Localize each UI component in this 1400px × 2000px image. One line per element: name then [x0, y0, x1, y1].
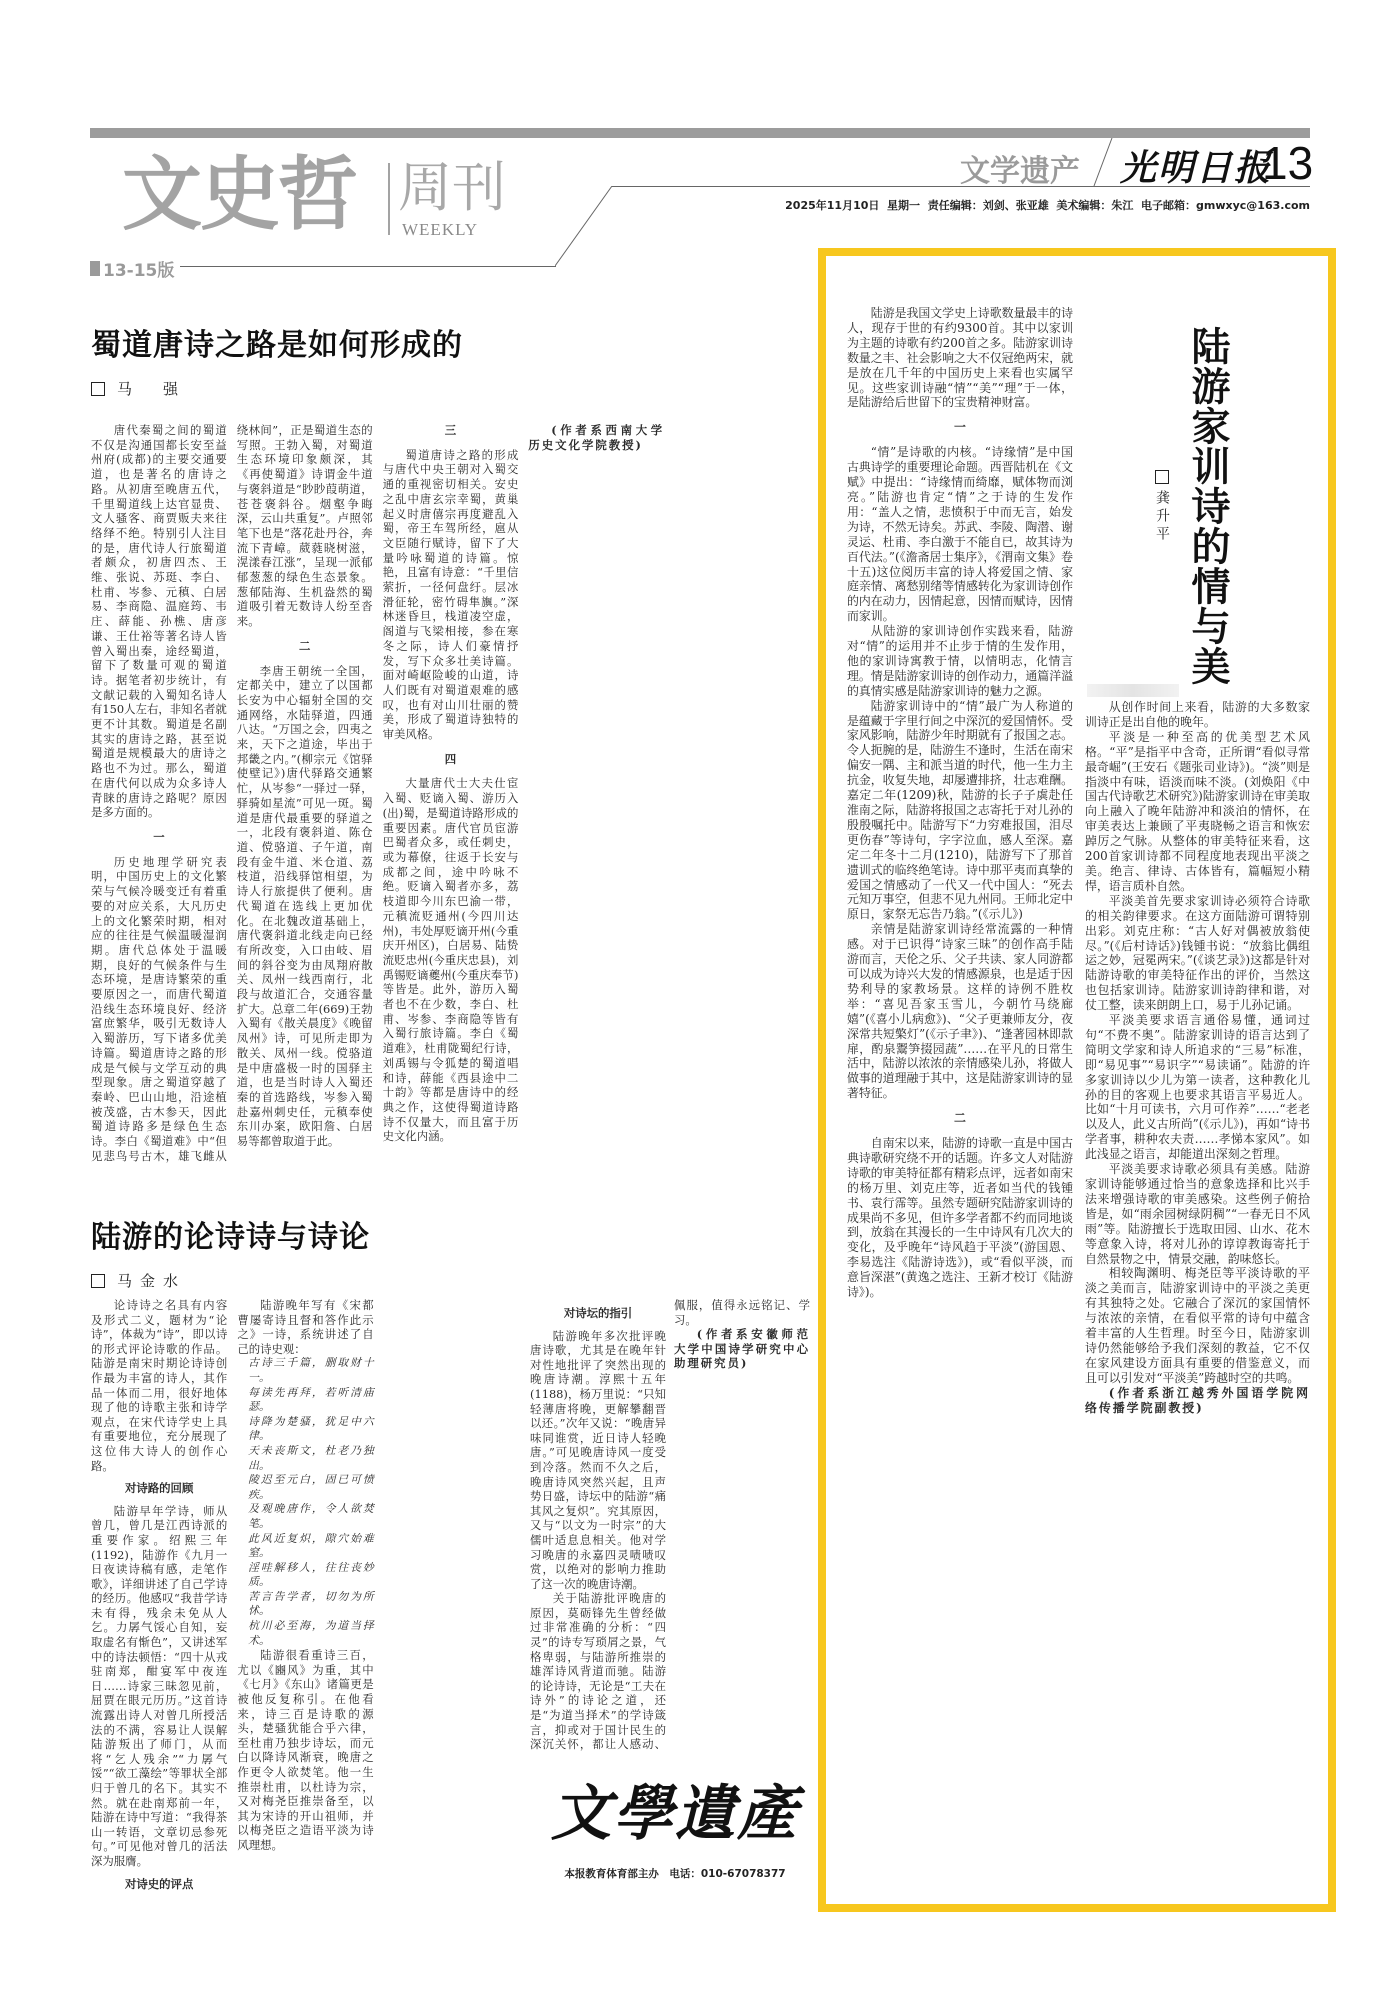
- paragraph: 从创作时间上来看，陆游的大多数家训诗正是出自他的晚年。: [1085, 700, 1310, 729]
- paragraph: 唐代秦蜀之间的蜀道不仅是沟通国都长安至益州府(成都)的主要交通要道，也是著名的唐诗之路。从初唐至晚唐五代，千里蜀道线上达官显贵、文人骚客、商贾贩夫来往络绎不绝。特别引人注目的是，唐代诗人行旅蜀道者颇众，初唐四杰、王维、张说、苏珽、李白、杜甫、岑参、元稹、白居易、李商隐、温庭筠、韦庄、薛能、孙樵、唐彦谦、王仕裕等著名诗人皆曾入蜀出秦，途经蜀道，留下了数量可观的蜀道诗。据笔者初步统计，有文献记载的入蜀知名诗人有150人左右，非知名者就更不计其数。蜀道是名副其实的唐诗之路，甚至说蜀道是规模最大的唐诗之路也不为过。那么，蜀道在唐代何以成为众多诗人青睐的唐诗之路呢？原因是多方面的。: [91, 423, 227, 820]
- slash-divider: [1092, 138, 1114, 188]
- section-logo-calligraphy: 文學遺產: [551, 1779, 799, 1849]
- paragraph: 亲情是陆游家训诗经常流露的一种情感。对于已识得“诗家三昧”的创作高手陆游而言，天伦之乐、父子共读、家人同游都可以成为诗兴大发的情感源泉，也是适于因势利导的家教场景。这样的诗例不胜枚举：“喜见吾家玉雪儿，今朝竹马绕廊嬉”(《喜小儿病愈》)、“父子更兼师友分，夜深常共短檠灯”(《示子聿》)、“逢著园林即款扉，酌泉鬻笋掇园蔬”……在平凡的日常生活中，陆游以浓浓的亲情感染儿孙，将做人做事的道理融于其中，这是陆游家训诗的显著特征。: [847, 922, 1073, 1101]
- poem-line: 天未丧斯文，杜老乃独出。: [248, 1443, 374, 1472]
- weekly-label-en: WEEKLY: [402, 220, 479, 239]
- paragraph: 陆游很看重诗三百，尤以《豳风》为重，其中《七月》《东山》诸篇更是被他反复称引。在他看来，诗三百是诗歌的源头，楚骚犹能合乎六律，至杜甫乃独步诗坛，而元白以降诗风渐衰，晚唐之作更令人欲焚笔。他一生推崇杜甫，以杜诗为宗，又对梅尧臣推崇备至，以其为宋诗的开山祖师，并以梅尧臣之造语平淡为诗风理想。: [237, 1648, 374, 1852]
- diagonal-rule: [555, 186, 615, 268]
- article-title: 蜀道唐诗之路是如何形成的: [91, 328, 463, 363]
- paragraph: 陆游晚年写有《宋都曹屡寄诗且督和答作此示之》一诗，系统讲述了自己的诗史观：: [237, 1298, 374, 1356]
- paragraph: 大量唐代士大夫仕宦入蜀、贬谪入蜀、游历入(出)蜀，是蜀道诗路形成的重要因素。唐代官员宦游巴蜀者众多，或任刺史，或为幕僚，往返于长安与成都之间，途中吟咏不绝。贬谪入蜀者亦多，荔枝道即今川东巴渝一带，元稹流贬通州(今四川达州)，韦处厚贬谪开州(今重庆开州区)，白居易、陆贽流贬忠州(今重庆忠县)，刘禹锡贬谪夔州(今重庆奉节)等皆是。此外，游历入蜀者也不在少数，李白、杜甫、岑参、李商隐等皆有入蜀行旅诗篇。李白《蜀道难》，杜甫陇蜀纪行诗，刘禹锡与令狐楚的蜀道唱和诗，薛能《西县途中二十韵》等都是唐诗中的经典之作，这使得蜀道诗路诗不仅量大，而且富于历史文化内涵。: [382, 776, 519, 1144]
- article-body-continued: [1085, 700, 1310, 1890]
- article-body: [847, 306, 1073, 1886]
- newspaper-logo: 光明日报: [1120, 147, 1273, 189]
- section-logo: [545, 1778, 805, 1881]
- section-number: 二: [298, 638, 311, 653]
- pages-label: 13-15版: [103, 261, 175, 281]
- poem-line: 及观晚唐作，令人欲焚笔。: [248, 1502, 374, 1530]
- paragraph: 历史地理学研究表明，中国历史上的文化繁荣与气候冷暖变迁有着重要的对应关系，大凡历史上的文化繁荣时期，相对应的往往是气候温暖湿润期。唐代总体处于温暖期，良好的气候条件与生态环境，是唐诗繁荣的重要原因之一，而唐代蜀道沿线生态环境良好、经济富庶繁华，吸引无数诗人入蜀游历，写下诸多优美诗篇。蜀道唐诗之路的形成是气候与文学互动的典型现象。唐之蜀道穿越了秦岭、巴山山地，沿途植被茂盛，古木参天，因此蜀道诗路多是绿色生态诗。李白《蜀道难》中“但见悲鸟号古木，雄飞雌从绕林间”，正是蜀道生态的写照。王勃入蜀，对蜀道生态环境印象颇深，其《再使蜀道》诗谓金牛道与褒斜道是“眇眇葭萌道，苍苍褒斜谷。烟壑争晦深，云山共重复”。卢照邻笔下也是“落花赴丹谷，奔流下青嶂。葳蕤晓树滋，滉漾春江涨”，呈现一派郁郁葱葱的绿色生态景象。葱郁陆海、生机盎然的蜀道吸引着无数诗人纷至沓来。: [91, 423, 373, 1163]
- article-title: 陆游的论诗诗与诗论: [91, 1220, 370, 1255]
- paragraph: 平淡美要求语言通俗易懂，通词过句“不费不奥”。陆游家训诗的语言达到了简明文学家和诗人所追求的“三易”标准，即“易见事”“易识字”“易读诵”。陆游的许多家训诗以少儿为第一读者，这种教化儿孙的目的客观上也要求其语言平易近人。比如“十月可读书，六月可作养”……“老老以及人，此义古所尚”(《示儿》)，再如“诗书学者事，耕种农夫责……孝悌本家风”。如此浅显之语言，却能道出深刻之哲理。: [1085, 1013, 1310, 1162]
- paragraph: 论诗诗之名具有内容及形式二义，题材为“论诗”，体裁为“诗”，即以诗的形式评论诗歌的作品。陆游是南宋时期论诗诗创作最为丰富的诗人，其作品一体而二用，很好地体现了他的诗歌主张和诗学观点，在宋代诗学史上具有重要地位，充分展现了这位伟大诗人的创作心路。: [91, 1298, 228, 1473]
- byline-box-icon: [91, 1274, 105, 1288]
- poem-line: 诗降为楚骚，犹足中六律。: [248, 1414, 374, 1443]
- article-byline: [91, 378, 186, 399]
- section-heading: 对诗路的回顾: [124, 1481, 194, 1496]
- poem-line: 每读先再拜，若听清庙瑟。: [248, 1385, 374, 1414]
- section-logo-caption: 本报教育体育部主办 电话：010-67078377: [564, 1868, 786, 1880]
- weekly-brand-title: 文史哲: [122, 148, 356, 241]
- section-number: 三: [444, 423, 457, 437]
- byline-box-icon: [91, 382, 105, 396]
- section-number: 二: [954, 1111, 966, 1126]
- poem-line: 淫哇解移人，往往丧妙质。: [248, 1560, 374, 1589]
- section-number: 一: [153, 829, 165, 844]
- paragraph: “情”是诗歌的内核。“诗缘情”是中国古典诗学的重要理论命题。西晋陆机在《文赋》中提出：“诗缘情而绮靡，赋体物而浏亮。”陆游也肯定“情”之于诗的生发作用：“盖人之情，悲愤积于中而无言，始发为诗，不然无诗矣。苏武、李陵、陶潜、谢灵运、杜甫、李白激于不能自已，故其诗为百代法。”(《澹斋居士集序》，《渭南文集》卷十五)这位阅历丰富的诗人将爱国之情、家庭亲情、离愁别绪等情感转化为家训诗创作的内在动力，因情起意，因情而赋诗，因情而家训。: [847, 445, 1073, 624]
- section-number: 一: [954, 420, 966, 435]
- paragraph: 陆游家训诗中的“情”最广为人称道的是蕴藏于字里行间之中深沉的爱国情怀。受家风影响，陆游少年时期就有了报国之志。令人扼腕的是，陆游生不逢时，生活在南宋偏安一隅、主和派当道的时代，他一生力主抗金，收复失地，却屡遭排挤，壮志难酬。嘉定二年(1209)秋，陆游的长子子虡赴任淮南之际，陆游将报国之志寄托于对儿孙的殷殷嘱托中。陆游写下“力穷难报国，泪尽更伤春”等诗句，字字泣血，感人至深。嘉定二年冬十二月(1210)，陆游写下了那首遗训式的临终绝笔诗。诗中那平夷而真挚的爱国之情感动了一代又一代中国人：“死去元知万事空，但悲不见九州同。王师北定中原日，家祭无忘告乃翁。”(《示儿》): [847, 698, 1073, 922]
- brand-divider: [388, 163, 390, 235]
- rule-line: [180, 266, 556, 267]
- section-number: 四: [444, 751, 457, 766]
- poem-line: 陵迟至元白，固已可愤疾。: [248, 1473, 374, 1501]
- author-name: 马金水: [117, 1272, 187, 1290]
- byline-box-icon: [1155, 470, 1169, 484]
- square-marker-icon: [90, 261, 100, 276]
- article-body-continued: [530, 1298, 810, 1756]
- article-byline: [91, 1270, 186, 1291]
- issue-info-line: 2025年11月10日 星期一 责任编辑：刘剑、张亚雄 美术编辑：朱江 电子邮箱：gmwxyc@163.com: [785, 199, 1310, 212]
- weekly-label-cn: 周刊: [398, 156, 506, 219]
- paragraph: 陆游早年学诗，师从曾几，曾几是江西诗派的重要作家。绍熙三年(1192)，陆游作《九月一日夜读诗稿有感，走笔作歌》，详细讲述了自己学诗的经历。他感叹“我昔学诗未有得，残余未免从人乞。力孱气馁心自知，妄取虚名有惭色”，又讲述军中的诗法顿悟：“四十从戎驻南郑，酣宴军中夜连日……诗家三昧忽见前，屈贾在眼元历历。”这首诗流露出诗人对曾几所授活法的不满，容易让人误解陆游叛出了师门，从而将“乞人残余”“力孱气馁”“欲工藻绘”等罪状全部归于曾几的名下。其实不然。就在赴南郑前一年，陆游在诗中写道：“我得茶山一转语，文章切忌参死句。”可见他对曾几的活法深为服膺。: [91, 1503, 228, 1868]
- paragraph: 平淡美要求诗歌必须具有美感。陆游家训诗能够通过恰当的意象选择和比兴手法来增强诗歌的审美感染。这些例子俯拾皆是，如“雨余园树绿阴稠”“一春无日不风雨”等。陆游擅长于选取田园、山水、花木等意象入诗，将对儿孙的谆谆教诲寄托于自然景物之中，情景交融，韵味悠长。: [1085, 1162, 1310, 1266]
- page-section-name: 文学遗产: [960, 154, 1080, 189]
- paragraph: 平淡是一种至高的优美型艺术风格。“平”是指平中含奇，正所谓“看似寻常最奇崛”(王安石《题张司业诗》)。“淡”则是指淡中有味，语淡而味不淡。(刘焕阳《中国古代诗歌艺术研究》)陆游家训诗在审美取向上融入了晚年陆游冲和淡泊的情怀，在审美表达上兼顾了平夷晓畅之语言和恢宏踔厉之气脉。从整体的审美特征来看，这200首家训诗都不同程度地表现出平淡之美。绝言、律诗、古体皆有，篇幅短小精悍，语言质朴自然。: [1085, 729, 1310, 893]
- paragraph: 李唐王朝统一全国，定都关中，建立了以国都长安为中心辐射全国的交通网络，水陆驿道，四通八达。“万国之会，四夷之来，天下之道途，毕出于邦畿之内。”(柳宗元《馆驿使壁记》)唐代驿路交通繁忙，从岑参“一驿过一驿，驿骑如星流”可见一斑。蜀道是唐代最重要的驿道之一，北段有褒斜道、陈仓道、傥骆道、子午道，南段有金牛道、米仓道、荔枝道，沿线驿馆相望，为诗人行旅提供了便利。唐代蜀道在选线上更加优化。在北魏改道基础上，唐代褒斜道北线走向已经有所改变，入口由岐、眉间的斜谷变为由凤翔府散关、凤州一线西南行，北段与故道汇合，交通容量扩大。总章二年(669)王勃入蜀有《散关晨度》《晚留凤州》诗，可见所走即为散关、凤州一线。傥骆道是中唐盛极一时的国驿主道，也是当时诗人入蜀还秦的首选路线，岑参入蜀赴嘉州刺史任，元稹奉使东川办案，欧阳詹、白居易等都曾取道于此。: [236, 663, 373, 1149]
- poem-line: 杭川必至海，为道当择术。: [248, 1619, 374, 1647]
- author-name: 马 强: [117, 380, 187, 398]
- author-note: (作者系安徽师范大学中国诗学研究中心助理研究员): [674, 1327, 810, 1371]
- poem-line: 古诗三千篇，删取财十一。: [248, 1356, 374, 1384]
- blurred-region: [1087, 684, 1179, 697]
- section-heading: 对诗坛的指引: [563, 1306, 633, 1320]
- paragraph: 蜀道唐诗之路的形成与唐代中央王朝对入蜀交通的重视密切相关。安史之乱中唐玄宗幸蜀，黄巢起义时唐僖宗再度避乱入蜀，帝王车驾所经，扈从文臣随行赋诗，留下了大量吟咏蜀道的诗篇。惊艳，且富有诗意：“千里信萦折，一径何盘纡。层冰滑征轮，密竹碍隼旟。”深林迷昏旦，栈道凌空虚，阁道与飞梁相接，参在寒冬之际，诗人们豪情抒发，写下众多壮美诗篇。面对崎岖险峻的山道，诗人们既有对蜀道艰难的感叹，也有对山川壮丽的赞美，形成了蜀道诗独特的审美风格。: [382, 447, 519, 742]
- paragraph: 自南宋以来，陆游的诗歌一直是中国古典诗歌研究绕不开的话题。许多文人对陆游诗歌的审美特征都有精彩点评，远者如南宋的杨万里、刘克庄等，近者如当代的钱锺书、袁行霈等。虽然专题研究陆游家训诗的成果尚不多见，但许多学者都不约而同地谈到，放翁在其漫长的一生中诗风有几次大的变化，及乎晚年“诗风趋于平淡”(游国恩、李易选注《陆游诗选》)，或“看似平淡，而意旨深湛”(黄逸之选注、王新才校订《陆游诗》)。: [847, 1136, 1073, 1300]
- pages-indicator: [90, 256, 174, 281]
- paragraph: 从陆游的家训诗创作实践来看，陆游对“情”的运用并不止步于情的生发作用，他的家训诗寓教于情，以情明志，化情言理。情是陆游家训诗的创作动力，通篇洋溢的真情实感是陆游家训诗的魅力之源。: [847, 624, 1073, 698]
- section-heading: 对诗史的评点: [124, 1876, 194, 1891]
- author-note: (作者系西南大学历史文化学院教授): [528, 423, 665, 452]
- page-number: 13: [1262, 137, 1314, 189]
- article-body: [91, 423, 810, 1168]
- author-note: (作者系浙江越秀外国语学院网络传播学院副教授): [1085, 1385, 1310, 1415]
- paragraph: 关于陆游批评晚唐的原因，莫砺锋先生曾经做过非常准确的分析：“四灵”的诗专写琐屑之景，气格卑弱，与陆游所推崇的雄浑诗风背道而驰。陆游的论诗诗，无论是“工夫在诗外”的诗论之道，还是“为道当择术”的学诗箴言，抑或对于国计民生的深沉关怀，都让人感动、佩服，值得永远铭记、学习。: [530, 1298, 810, 1752]
- poem-line: 苦言告学者，切勿为所怵。: [248, 1589, 374, 1618]
- poem-line: 此风近复炽，隙穴始难窒。: [248, 1531, 374, 1560]
- author-name: 龚升平: [1154, 490, 1170, 544]
- masthead-top-bar: [90, 128, 1310, 138]
- article-byline: [1152, 470, 1172, 544]
- article-title: 陆游家训诗的情与美: [1185, 326, 1231, 686]
- paragraph: 陆游晚年多次批评晚唐诗歌，尤其是在晚年针对性地批评了突然出现的晚唐诗潮。淳熙十五年(1188)，杨万里说：“只知轻薄唐将晚，更解攀翻晋以还。”次年又说：“晚唐异味同谁赏，近日诗人轻晚唐。”可见晚唐诗风一度受到冷落。然而不久之后，晚唐诗风突然兴起，且声势日盛，诗坛中的陆游“痛其风之复炽”。究其原因，又与“以文为一时宗”的大儒叶适息息相关。他对学习晚唐的永嘉四灵啧啧叹赏，以绝对的影响力推助了这一次的晚唐诗潮。: [530, 1328, 666, 1591]
- paragraph: 陆游是我国文学史上诗歌数量最丰的诗人，现存于世的有约9300首。其中以家训为主题的诗歌有约200首之多。陆游家训诗数量之丰、社会影响之大不仅冠绝两宋，就是放在几千年的中国历史上来看也实属罕见。这些家训诗融“情”“美”“理”于一体，是陆游给后世留下的宝贵精神财富。: [847, 306, 1073, 410]
- article-body: [91, 1298, 520, 1903]
- paragraph: 平淡美首先要求家训诗必须符合诗歌的相关韵律要求。在这方面陆游可谓特别出彩。刘克庄称：“古人好对偶被放翁使尽。”(《后村诗话》)钱锺书说：“放翁比偶组运之妙，冠冕两宋。”(《谈艺录》)这都是针对陆游诗歌的审美特征作出的评价，当然这也包括家训诗。陆游家训诗韵律和谐，对仗工整，读来朗朗上口，易于儿孙记诵。: [1085, 893, 1310, 1013]
- paragraph: 相较陶渊明、梅尧臣等平淡诗歌的平淡之美而言，陆游家训诗中的平淡之美更有其独特之处。它融合了深沉的家国情怀与浓浓的亲情，在看似平常的诗句中蕴含着丰富的人生哲理。时至今日，陆游家训诗仍然能够给予我们深刻的教益，它不仅在家风建设方面具有重要的借鉴意义，而且可以引发对“平淡美”跨越时空的共鸣。: [1085, 1266, 1310, 1385]
